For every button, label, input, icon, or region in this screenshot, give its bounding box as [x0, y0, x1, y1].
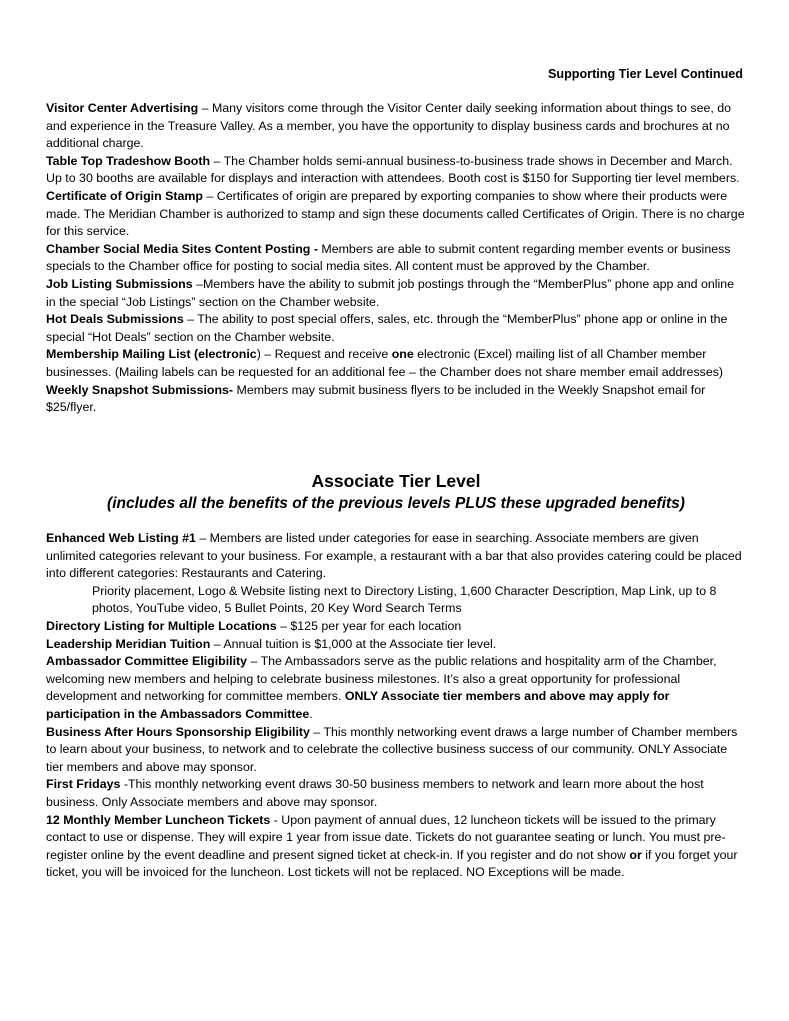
benefit-description: –Members have the ability to submit job postings through the “MemberPlus” phone app and online in the special “Job Listings” section on the Chamber website. [46, 276, 735, 309]
benefit-term: Job Listing Submissions [46, 276, 193, 291]
benefit-mailing-list [46, 346, 746, 381]
benefit-description: – The Ambassadors serve as the public relations and hospitality arm of the Chamber, welcoming new members and helping to celebrate business milestones. It’s also a great opportunity for professional development and networking for committee members. [46, 654, 717, 704]
benefit-term: Business After Hours Sponsorship Eligibility [46, 724, 310, 739]
benefit-term: First Fridays [46, 777, 121, 792]
benefit-term: Ambassador Committee Eligibility [46, 654, 248, 669]
section-title: Associate Tier Level [311, 471, 481, 491]
benefit-term: Enhanced Web Listing #1 [46, 531, 196, 545]
benefit-luncheon-tickets [46, 812, 746, 882]
benefit-after-hours [46, 724, 746, 777]
section-subtitle: (includes all the benefits of the previous levels PLUS these upgraded benefits) [107, 495, 685, 512]
benefit-term: Certificate of Origin Stamp [46, 188, 203, 203]
benefit-description: – The ability to post special offers, sales, etc. through the “MemberPlus” phone app or online in the special “Hot Deals” section on the Chamber website. [46, 312, 728, 344]
benefit-ambassador-committee [46, 653, 746, 723]
benefit-leadership-tuition [46, 636, 746, 654]
emphasis-text: or [629, 847, 642, 862]
benefit-description: – $125 per year for each location [276, 618, 462, 633]
benefit-term: Directory Listing for Multiple Locations [46, 618, 277, 633]
benefit-term: 12 Monthly Member Luncheon Tickets [46, 812, 271, 827]
page-header: Supporting Tier Level Continued [548, 67, 743, 81]
benefit-enhanced-web-listing [46, 530, 746, 583]
benefit-term: Leadership Meridian Tuition [46, 636, 211, 651]
benefit-job-listing [46, 276, 746, 311]
benefit-hot-deals [46, 311, 746, 346]
benefit-description: – Annual tuition is $1,000 at the Associate tier level. [210, 636, 497, 651]
web-listing-details: Priority placement, Logo & Website listing next to Directory Listing, 1,600 Character Description, Map Link, up to 8 photos, YouTube video, 5 Bullet Points, 20 Key Word Search Terms [92, 583, 717, 616]
benefit-term: Visitor Center Advertising [46, 101, 199, 115]
benefit-description: -This monthly networking event draws 30-50 business members to network and learn more about the host business. Only Associate members and above may sponsor. [46, 777, 704, 809]
benefit-weekly-snapshot [46, 382, 746, 417]
benefit-social-media [46, 241, 746, 276]
benefit-description: if you forget your ticket, you will be invoiced for the luncheon. Lost tickets will not be replaced. NO Exceptions will be made. [46, 847, 738, 880]
benefit-description: – This monthly networking event draws a large number of Chamber members to learn about your business, to network and to celebrate the collective business success of our community. ONLY Associate tier members and above may sponsor. [46, 724, 738, 774]
emphasis-text: one [391, 347, 414, 362]
associate-benefits-list [46, 530, 746, 882]
benefit-term: Weekly Snapshot Submissions- [46, 382, 234, 397]
benefit-description: - Upon payment of annual dues, 12 luncheon tickets will be issued to the primary contact to use or dispense. They will expire 1 year from issue date. Tickets do not guarantee seating or lunch. You must pre-register online by the event deadline and present signed ticket at check-in. If you register and do not show [46, 812, 726, 862]
benefit-description: . [309, 706, 313, 721]
benefit-tradeshow-booth [46, 153, 746, 188]
benefit-description: electronic (Excel) mailing list of all Chamber member businesses. (Mailing labels can be requested for an additional fee – the Chamber does not share member email addresses) [46, 347, 724, 379]
benefit-term: Membership Mailing List (electronic [46, 347, 257, 362]
emphasis-text: ONLY Associate tier members and above may apply for participation in the Ambassadors Committee [46, 689, 670, 721]
benefit-description: – The Chamber holds semi-annual business-to-business trade shows in December and March. Up to 30 booths are available for displays and interaction with attendees. Booth cost is $150 for Supporting tier level members. [46, 153, 740, 186]
associate-section-heading [46, 470, 746, 514]
benefit-certificate-origin [46, 188, 746, 241]
benefit-term: Hot Deals Submissions [46, 312, 184, 327]
benefit-description: – Many visitors come through the Visitor Center daily seeking information about things to see, do and experience in the Treasure Valley. As a member, you have the opportunity to display business cards and brochures at no additional charge. [46, 101, 732, 151]
supporting-benefits-list [46, 100, 746, 417]
benefit-description: ) – Request and receive [256, 347, 392, 362]
benefit-description: – Members are listed under categories for ease in searching. Associate members are given unlimited categories relevant to your business. For example, a restaurant with a bar that also provides catering could be placed into different categories: Restaurants and Catering. [46, 531, 742, 581]
benefit-description: – Certificates of origin are prepared by exporting companies to show where their products were made. The Meridian Chamber is authorized to stamp and sign these documents called Certificates of Origin. There is no charge for this service. [46, 188, 745, 239]
benefit-description: Members may submit business flyers to be included in the Weekly Snapshot email for $25/flyer. [46, 382, 706, 415]
benefit-term: Table Top Tradeshow Booth [46, 153, 211, 168]
benefit-description: Members are able to submit content regarding member events or business specials to the Chamber office for posting to social media sites. All content must be approved by the Chamber. [46, 241, 731, 274]
benefit-directory-multiple [46, 618, 746, 636]
benefit-term: Chamber Social Media Sites Content Posting - [46, 241, 318, 256]
benefit-visitor-center [46, 100, 746, 153]
benefit-first-fridays [46, 776, 746, 811]
